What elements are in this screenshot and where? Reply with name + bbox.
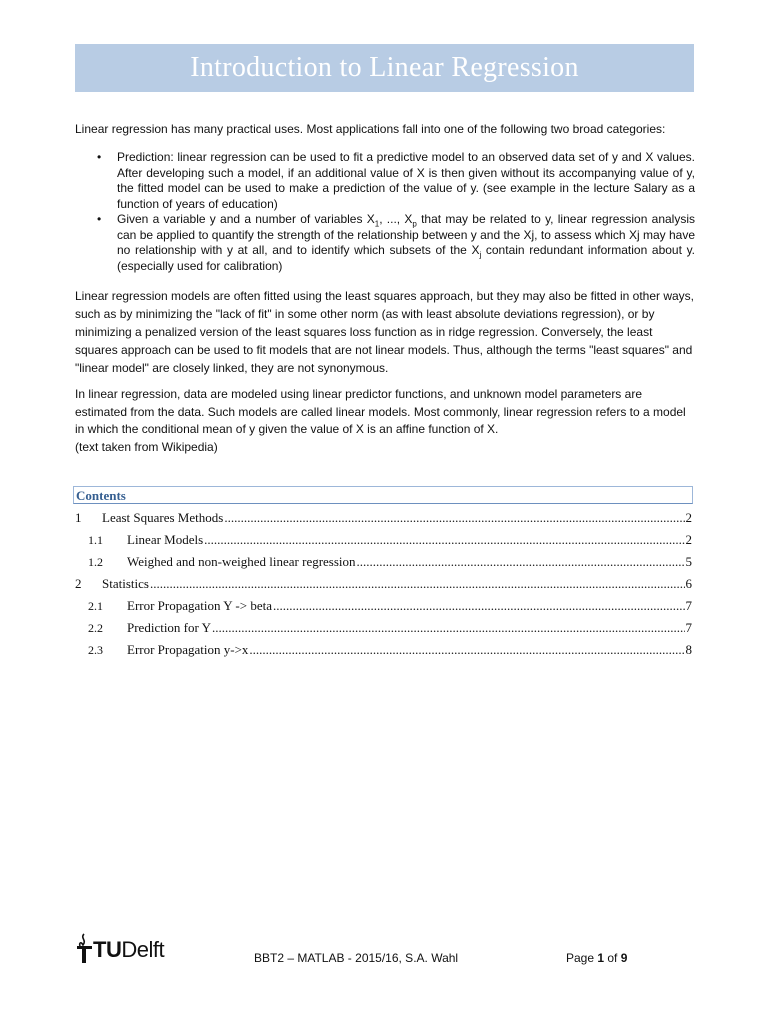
toc-title: Weighed and non-weighed linear regression — [127, 554, 356, 569]
toc-title: Error Propagation Y -> beta — [127, 598, 272, 613]
list-item — [75, 212, 695, 274]
tu-delft-logo — [75, 932, 165, 968]
toc-dot-leader — [212, 620, 685, 636]
toc-dot-leader — [249, 642, 684, 658]
toc-number: 1.1 — [88, 533, 103, 547]
toc-number: 1.2 — [88, 555, 103, 569]
source-note: (text taken from Wikipedia) — [75, 439, 218, 454]
title-banner — [75, 44, 694, 92]
toc-title: Statistics — [102, 576, 149, 591]
logo-wordmark: TUDelft — [93, 937, 165, 962]
toc-page-number: 5 — [685, 554, 692, 569]
toc-entry[interactable] — [75, 620, 692, 642]
bullet-list — [75, 150, 695, 274]
footer-page-number: Page 1 of 9 — [566, 951, 628, 965]
toc-title: Prediction for Y — [127, 620, 211, 635]
linear-models-paragraph — [75, 386, 695, 456]
table-of-contents — [75, 510, 692, 664]
toc-number: 2 — [75, 576, 82, 591]
list-item — [75, 150, 695, 212]
toc-entry[interactable] — [75, 642, 692, 664]
toc-dot-leader — [224, 510, 684, 526]
toc-dot-leader — [150, 576, 685, 592]
least-squares-paragraph: Linear regression models are often fitted using the least squares approach, but they may also be fitted in other ways, such as by minimizing the "lack of fit" in some other norm (as with least absolute deviations regression), or by minimizing a penalized version of the least squares loss function as in ridge regression. Conversely, the least squares approach can be used to fit models that are not linear models. Thus, although the terms "least squares" and "linear model" are closely linked, they are not synonymous. — [75, 289, 695, 375]
toc-dot-leader — [357, 554, 685, 570]
toc-entry[interactable] — [75, 598, 692, 620]
contents-heading: Contents — [73, 486, 693, 504]
footer-course-info: BBT2 – MATLAB - 2015/16, S.A. Wahl — [254, 951, 459, 965]
toc-title: Linear Models — [127, 532, 204, 547]
toc-number: 2.1 — [88, 599, 103, 613]
toc-page-number: 6 — [685, 576, 692, 591]
toc-page-number: 2 — [685, 510, 692, 525]
page-title: Introduction to Linear Regression — [190, 52, 579, 83]
linear-models-text: In linear regression, data are modeled using linear predictor functions, and unknown model parameters are estimated from the data. Such models are called linear models. Most commonly, linear regression refers to a model in which the conditional mean of y given the value of X is an affine function of X. — [75, 387, 686, 436]
toc-page-number: 7 — [685, 620, 692, 635]
toc-number: 2.3 — [88, 643, 103, 657]
flame-icon — [75, 932, 95, 966]
toc-page-number: 7 — [685, 598, 692, 613]
toc-dot-leader — [204, 532, 684, 548]
bullet-icon: • — [97, 150, 102, 164]
toc-number: 2.2 — [88, 621, 103, 635]
toc-entry[interactable] — [75, 532, 692, 554]
intro-paragraph: Linear regression has many practical uses. Most applications fall into one of the following two broad categories: — [75, 122, 666, 136]
toc-page-number: 8 — [685, 642, 692, 657]
toc-number: 1 — [75, 510, 82, 525]
toc-entry[interactable] — [75, 554, 692, 576]
toc-dot-leader — [273, 598, 685, 614]
toc-title: Least Squares Methods — [102, 510, 224, 525]
toc-title: Error Propagation y->x — [127, 642, 249, 657]
toc-entry[interactable] — [75, 576, 692, 598]
bullet-icon: • — [97, 212, 102, 226]
bullet-text-prediction: Prediction: linear regression can be used to fit a predictive model to an observed data set of y and X values. After developing such a model, if an additional value of X is then given without its accompanying value of y, the fitted model can be used to make a prediction of the value of y. (see example in the lecture Salary as a function of years of education) — [117, 150, 695, 211]
toc-entry[interactable] — [75, 510, 692, 532]
toc-page-number: 2 — [685, 532, 692, 547]
bullet-text-quantify: Given a variable y and a number of variables $X_1$, ..., $X_p$ that may be related to y, linear regression analysis can be applied to quantify the strength of the relationship between y and the Xj, to assess which Xj may have no relationship with y at all, and to identify which subsets of the $X_j$ contain redundant information about y. (especially used for calibration) — [117, 212, 696, 273]
